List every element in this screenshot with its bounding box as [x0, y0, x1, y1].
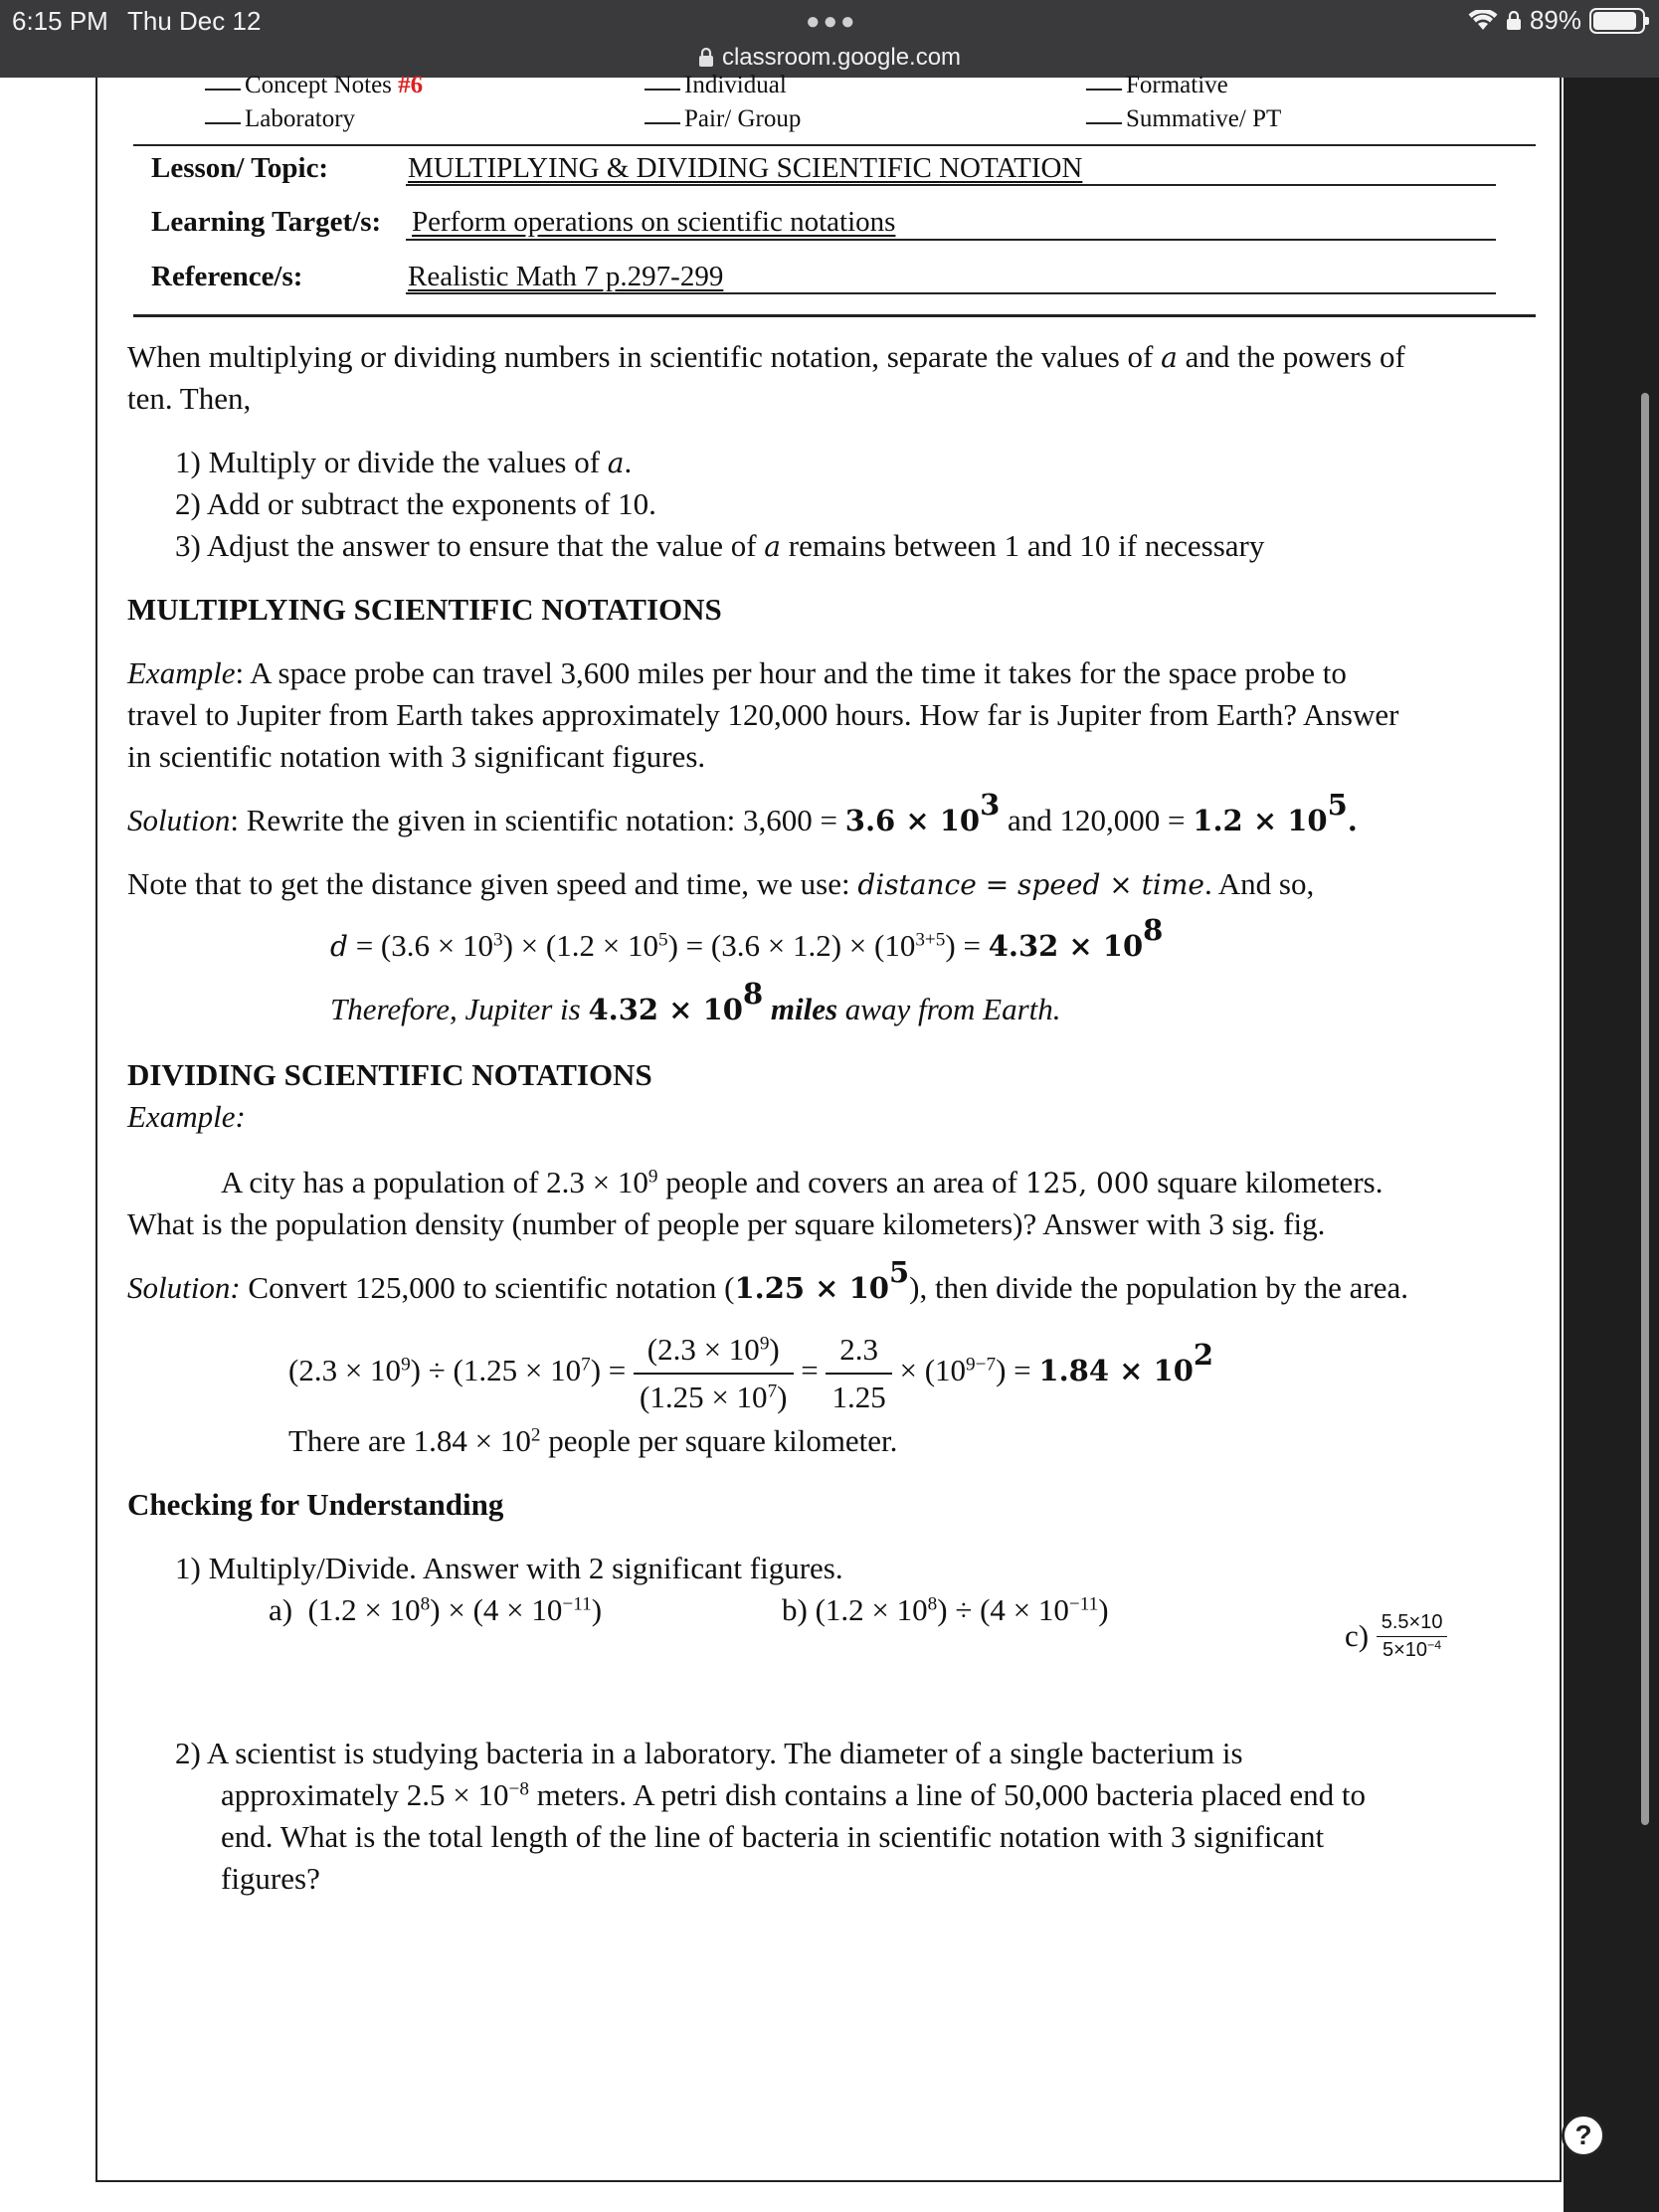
- document-page: [0, 72, 1564, 2212]
- question-2-line-2: approximately $2.5 \times 10^{-8}$ meters. A petri dish contains a line of 50,000 bacteria placed end to: [221, 1777, 1367, 1812]
- lock-icon: [698, 48, 714, 68]
- status-time: 6:15 PM: [12, 6, 108, 36]
- battery-icon: [1589, 8, 1645, 34]
- multiply-heading: MULTIPLYING SCIENTIFIC NOTATIONS: [127, 592, 722, 627]
- question-1a: a) $(1.2 \times 10^8) \times (4 \times 10^{-11})$: [269, 1592, 603, 1627]
- question-2-line-1: 2) A scientist is studying bacteria in a laboratory. The diameter of a single bacterium is: [175, 1736, 1243, 1770]
- divide-problem-line-1: A city has a population of $2.3 \times 10^9$ people and covers an area of 125, 000 square kilometers.: [221, 1165, 1383, 1199]
- checkbox-formative: Formative: [1086, 72, 1228, 99]
- multiply-example-line-1: Example: A space probe can travel 3,600 miles per hour and the time it takes for the space probe to: [127, 655, 1347, 690]
- intro-line-1: When multiplying or dividing numbers in scientific notation, separate the values of a and the powers of: [127, 339, 1405, 374]
- checkbox-laboratory: Laboratory: [205, 105, 355, 133]
- scrollbar-thumb[interactable]: [1641, 393, 1649, 1825]
- multitask-dots-icon[interactable]: ●●●: [806, 8, 858, 35]
- multiply-note: Note that to get the distance given speed and time, we use: distance = speed × time. And so,: [127, 866, 1315, 901]
- multiply-equation: $d = (3.6 \times 10^3) \times (1.2 \times 10^5) = (3.6 \times 1.2) \times (10^{3+5}) = 4.32 \times 10^8$: [330, 913, 1164, 963]
- divide-heading: DIVIDING SCIENTIFIC NOTATIONS: [127, 1057, 652, 1092]
- step-1: 1) Multiply or divide the values of a.: [175, 445, 633, 479]
- help-icon[interactable]: ?: [1562, 2114, 1605, 2157]
- rotation-lock-icon: [1506, 11, 1522, 31]
- multiply-example-line-3: in scientific notation with 3 significant figures.: [127, 739, 706, 774]
- status-indicators: [1468, 5, 1645, 36]
- checkbox-summative: Summative/ PT: [1086, 105, 1281, 133]
- intro-line-2: ten. Then,: [127, 381, 252, 416]
- header-divider: [133, 144, 1536, 146]
- status-bar: [0, 0, 1659, 78]
- question-1c: $\frac{5.5\times 10}{5\times 10^{-4}}$: [1377, 1611, 1447, 1662]
- status-date: Thu Dec 12: [127, 6, 262, 36]
- lesson-value: MULTIPLYING & DIVIDING SCIENTIFIC NOTATION: [408, 152, 1083, 184]
- target-value: Perform operations on scientific notations: [412, 206, 896, 238]
- divide-example-label: Example:: [127, 1099, 246, 1134]
- battery-level: [1593, 12, 1636, 30]
- wifi-icon: [1468, 10, 1498, 32]
- checking-heading: Checking for Understanding: [127, 1487, 504, 1522]
- question-1c-label: c): [1345, 1618, 1370, 1653]
- multiply-solution: Solution: Rewrite the given in scientific notation: $3,600 = 3.6 \times 10^3$ and $120,000 = 1.2 \times 10^5$.: [127, 788, 1358, 837]
- multiply-example-line-2: travel to Jupiter from Earth takes approximately 120,000 hours. How far is Jupiter from Earth? Answer: [127, 697, 1399, 732]
- reference-label: Reference/s:: [151, 261, 303, 292]
- divide-solution: Solution: Convert 125,000 to scientific notation $(1.25 \times 10^5)$, then divide the population by the area.: [127, 1255, 1408, 1305]
- info-divider: [133, 314, 1536, 317]
- step-2: 2) Add or subtract the exponents of 10.: [175, 486, 656, 521]
- multiply-therefore: Therefore, Jupiter is $4.32 \times 10^8$ miles away from Earth.: [330, 977, 1061, 1026]
- fraction-powers: $\frac{(2.3 \times 10^9)}{(1.25 \times 10^7)}$: [634, 1329, 794, 1418]
- lesson-label: Lesson/ Topic:: [151, 152, 329, 184]
- question-1: 1) Multiply/Divide. Answer with 2 significant figures.: [175, 1551, 843, 1585]
- question-2-line-3: end. What is the total length of the line of bacteria in scientific notation with 3 significant: [221, 1819, 1325, 1854]
- checkbox-concept-notes: Concept Notes #6: [205, 72, 423, 99]
- concept-notes-number: #6: [398, 72, 424, 98]
- target-label: Learning Target/s:: [151, 206, 382, 238]
- battery-percent: 89%: [1529, 5, 1581, 35]
- divide-conclusion: There are $1.84 \times 10^2$ people per square kilometer.: [288, 1423, 898, 1458]
- reference-value: Realistic Math 7 p.297-299: [408, 261, 724, 292]
- checkbox-individual: Individual: [645, 72, 787, 99]
- step-3: 3) Adjust the answer to ensure that the value of a remains between 1 and 10 if necessary: [175, 528, 1265, 563]
- url-text[interactable]: classroom.google.com: [721, 44, 962, 71]
- divide-equation: $(2.3 \times 10^9) \div (1.25 \times 10^7)$ = $\frac{(2.3 \times 10^9)}{(1.25 \times 10^7)}$ = $\frac{2.3}{1.25}$ × $(10^{9-7}) = 1.84 \times 10^2$: [288, 1329, 1213, 1418]
- question-2-line-4: figures?: [221, 1861, 320, 1896]
- question-1b: b) $(1.2 \times 10^8) \div (4 \times 10^{-11})$: [782, 1592, 1109, 1627]
- fraction-coefficients: $\frac{2.3}{1.25}$: [826, 1329, 891, 1418]
- divide-problem-line-2: What is the population density (number of people per square kilometers)? Answer with 3 sig. fig.: [127, 1206, 1326, 1241]
- checkbox-pair-group: Pair/ Group: [645, 105, 801, 133]
